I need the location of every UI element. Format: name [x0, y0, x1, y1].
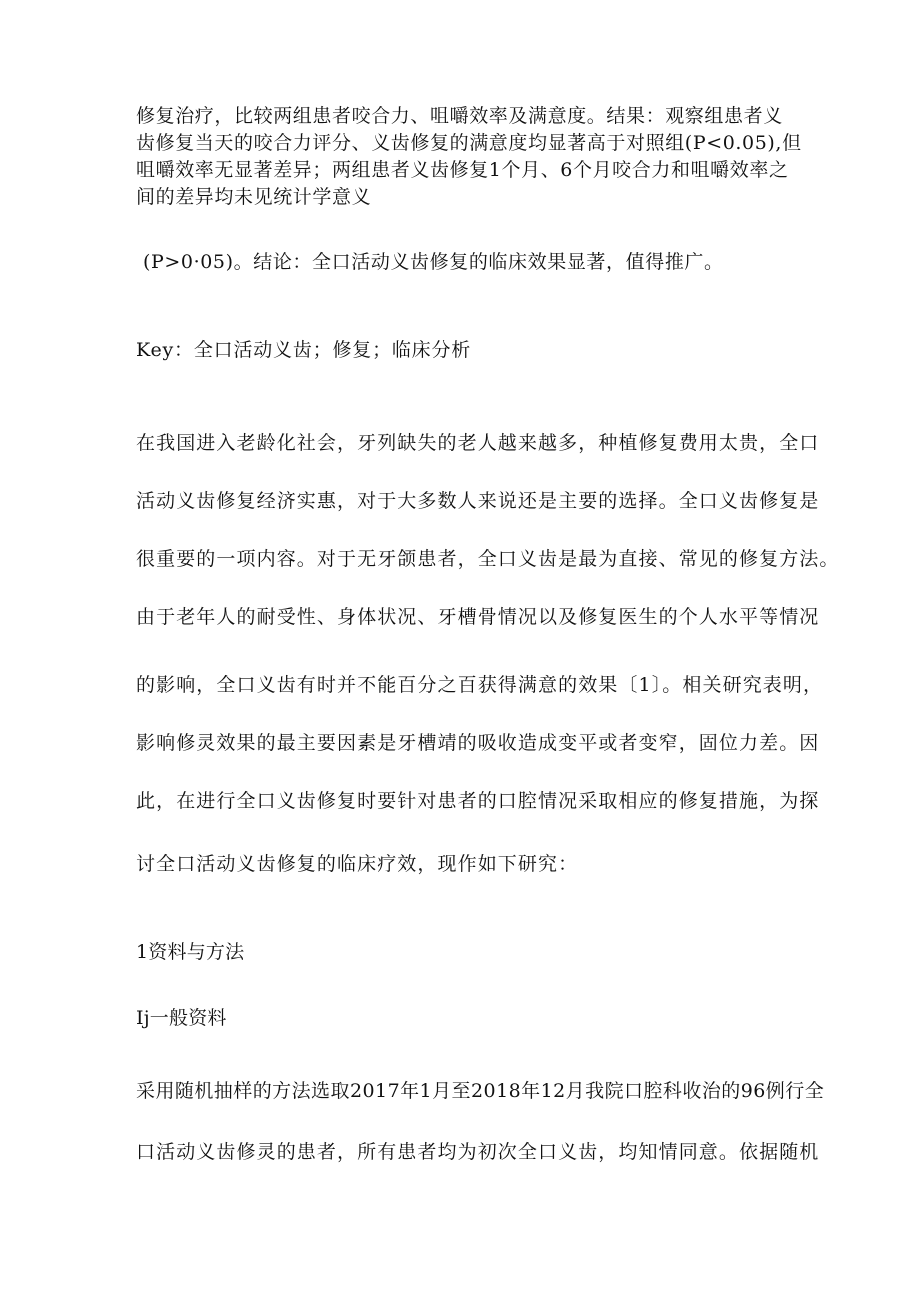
intro-line: 的影响，全口义齿有时并不能百分之百获得满意的效果〔1〕。相关研究表明，: [136, 674, 824, 696]
intro-line: 此，在进行全口义齿修复时要针对患者的口腔情况采取相应的修复措施，为探: [136, 790, 820, 812]
abstract-conclusion: (P>0·05)。结论：全口活动义齿修复的临床效果显著，值得推广。: [143, 251, 724, 273]
section-line: 口活动义齿修灵的患者，所有患者均为初次全口义齿，均知情同意。依据随机: [136, 1141, 820, 1163]
intro-line: 影响修灵效果的最主要因素是牙槽靖的吸收造成变平或者变窄，固位力差。因: [136, 732, 820, 754]
abstract-line: 咀嚼效率无显著差异；两组患者义齿修复1个月、6个月咬合力和咀嚼效率之: [136, 159, 789, 181]
abstract-line: 间的差异均未见统计学意义: [136, 186, 372, 208]
section-title: 1资料与方法: [136, 941, 245, 963]
intro-line: 很重要的一项内容。对于无牙颌患者，全口义齿是最为直接、常见的修复方法。: [136, 548, 840, 570]
intro-line: 在我国进入老龄化社会，牙列缺失的老人越来越多，种植修复费用太贵，全口: [136, 432, 820, 454]
intro-line: 活动义齿修复经济实惠，对于大多数人来说还是主要的选择。全口义齿修复是: [136, 490, 820, 512]
abstract-line: 修复治疗，比较两组患者咬合力、咀嚼效率及满意度。结果：观察组患者义: [136, 105, 783, 127]
section-subtitle: Ij一般资料: [136, 1007, 227, 1029]
keywords: Key：全口活动义齿；修复；临床分析: [136, 339, 472, 361]
intro-line: 讨全口活动义齿修复的临床疗效，现作如下研究：: [136, 853, 579, 875]
intro-line: 由于老年人的耐受性、身体状况、牙槽骨情况以及修复医生的个人水平等情况: [136, 606, 820, 628]
section-line: 采用随机抽样的方法选取2017年1月至2018年12月我院口腔科收治的96例行全: [136, 1080, 825, 1102]
abstract-line: 齿修复当天的咬合力评分、义齿修复的满意度均显著高于对照组(P<0.05),但: [136, 132, 802, 154]
